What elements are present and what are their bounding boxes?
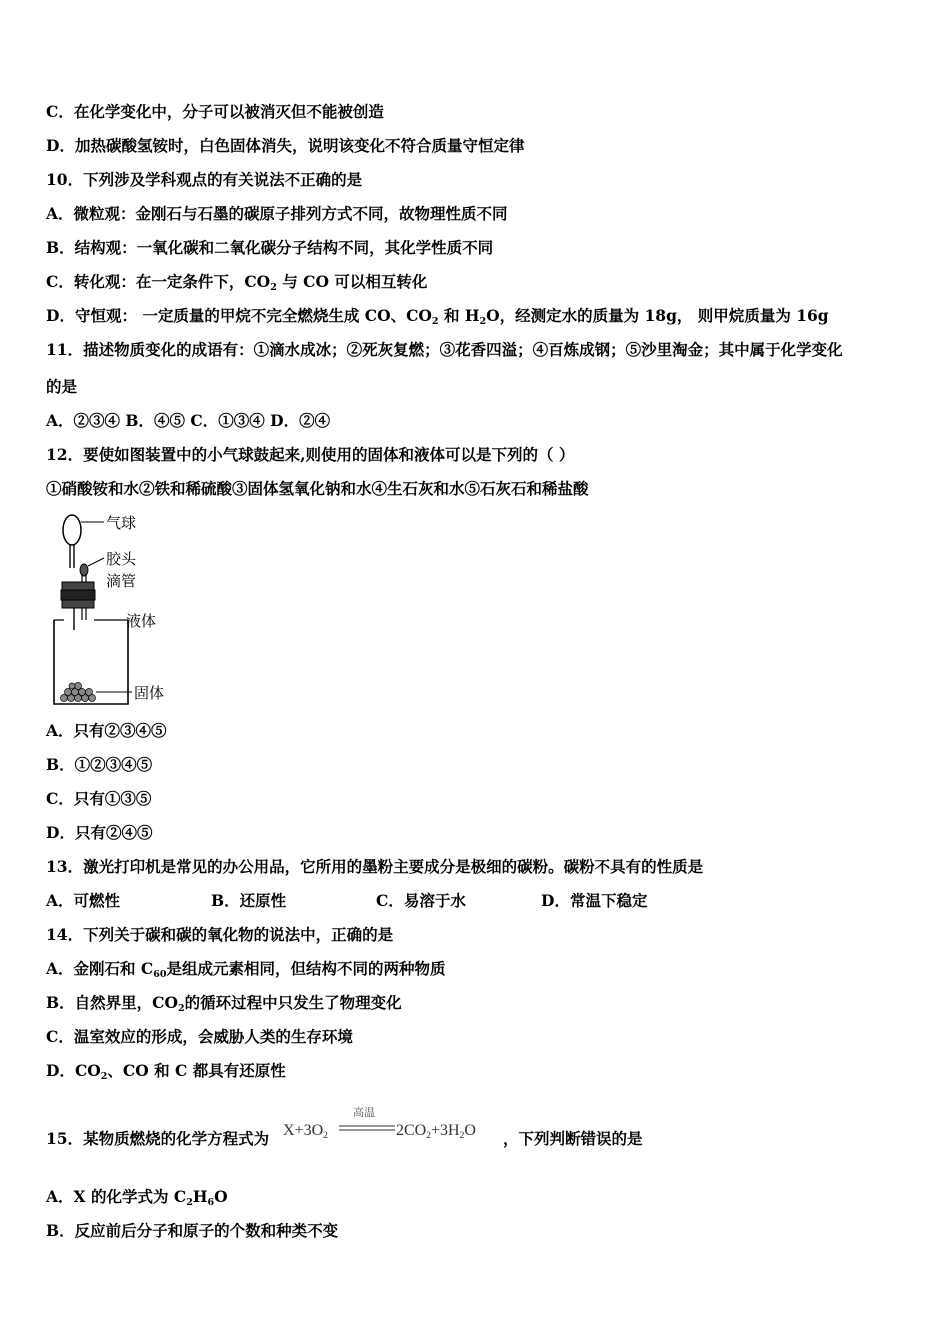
q10-option-c: C．转化观：在一定条件下，$CO_2$ 与 CO 可以相互转化	[46, 272, 428, 293]
q13-option-b: B．还原性	[211, 891, 287, 910]
q12-option-b: B．①②③④⑤	[46, 755, 153, 774]
q13-options	[46, 891, 746, 911]
q10-option-a: A．微粒观：金刚石与石墨的碳原子排列方式不同，故物理性质不同	[46, 204, 508, 223]
q15-stem-cont: ，下列判断错误的是	[503, 1129, 643, 1148]
q14-option-b: B．自然界里，$CO_2$的循环过程中只发生了物理变化	[46, 993, 402, 1014]
label-liquid: 液体	[126, 612, 157, 630]
label-dropper-1: 胶头	[106, 550, 137, 568]
q14-option-a: A．金刚石和 $C_{60}$是组成元素相同，但结构不同的两种物质	[46, 959, 446, 980]
q13-option-d: D．常温下稳定	[541, 891, 648, 910]
q15-option-b: B．反应前后分子和原子的个数和种类不变	[46, 1221, 339, 1240]
q10-option-b: B．结构观：一氧化碳和二氧化碳分子结构不同，其化学性质不同	[46, 238, 494, 257]
q12-option-c: C．只有①③⑤	[46, 789, 152, 808]
q14-option-c: C．温室效应的形成，会威胁人类的生存环境	[46, 1027, 353, 1046]
label-dropper-2: 滴管	[106, 572, 137, 590]
equation-reactants: $X+3O_2$	[283, 1122, 328, 1141]
q9-option-c: C．在化学变化中，分子可以被消灭但不能被创造	[46, 102, 384, 121]
chemical-equation	[283, 1104, 513, 1150]
q11-stem: 11．描述物质变化的成语有：①滴水成冰；②死灰复燃；③花香四溢；④百炼成钢；⑤沙里淘金；其中属于化学变化	[46, 340, 843, 359]
q11-stem-cont: 的是	[46, 377, 78, 396]
label-balloon: 气球	[106, 514, 137, 532]
q13-stem: 13．激光打印机是常见的办公用品，它所用的墨粉主要成分是极细的碳粉。碳粉不具有的性质是	[46, 857, 704, 876]
q11-options: A．②③④ B．④⑤ C．①③④ D．②④	[46, 411, 331, 430]
apparatus-drawing	[50, 508, 140, 708]
q12-option-d: D．只有②④⑤	[46, 823, 153, 842]
q15-option-a: A．X 的化学式为 $C_2H_6O$	[46, 1187, 228, 1208]
q10-stem: 10．下列涉及学科观点的有关说法不正确的是	[46, 170, 363, 189]
apparatus-figure	[50, 508, 190, 708]
q14-stem: 14．下列关于碳和碳的氧化物的说法中，正确的是	[46, 925, 394, 944]
q12-option-a: A．只有②③④⑤	[46, 721, 167, 740]
q13-option-c: C．易溶于水	[376, 891, 466, 910]
q10-option-d: D．守恒观： 一定质量的甲烷不完全燃烧生成 CO、$CO_2$ 和 $H_2O$，经测定水的质量为 18g， 则甲烷质量为 16g	[46, 306, 829, 327]
q12-stem: 12．要使如图装置中的小气球鼓起来,则使用的固体和液体可以是下列的（ ）	[46, 445, 575, 464]
q12-choices: ①硝酸铵和水②铁和稀硫酸③固体氢氧化钠和水④生石灰和水⑤石灰石和稀盐酸	[46, 479, 589, 498]
label-solid: 固体	[134, 684, 165, 702]
q15-stem: 15．某物质燃烧的化学方程式为	[46, 1129, 270, 1148]
equation-products: $2CO_2+3H_2O$	[396, 1122, 476, 1141]
equation-condition: 高温	[353, 1106, 375, 1119]
q14-option-d: D．$CO_2$、CO 和 C 都具有还原性	[46, 1061, 286, 1082]
equation-equals-sign	[339, 1125, 395, 1133]
q9-option-d: D．加热碳酸氢铵时，白色固体消失，说明该变化不符合质量守恒定律	[46, 136, 525, 155]
q13-option-a: A．可燃性	[46, 891, 121, 910]
